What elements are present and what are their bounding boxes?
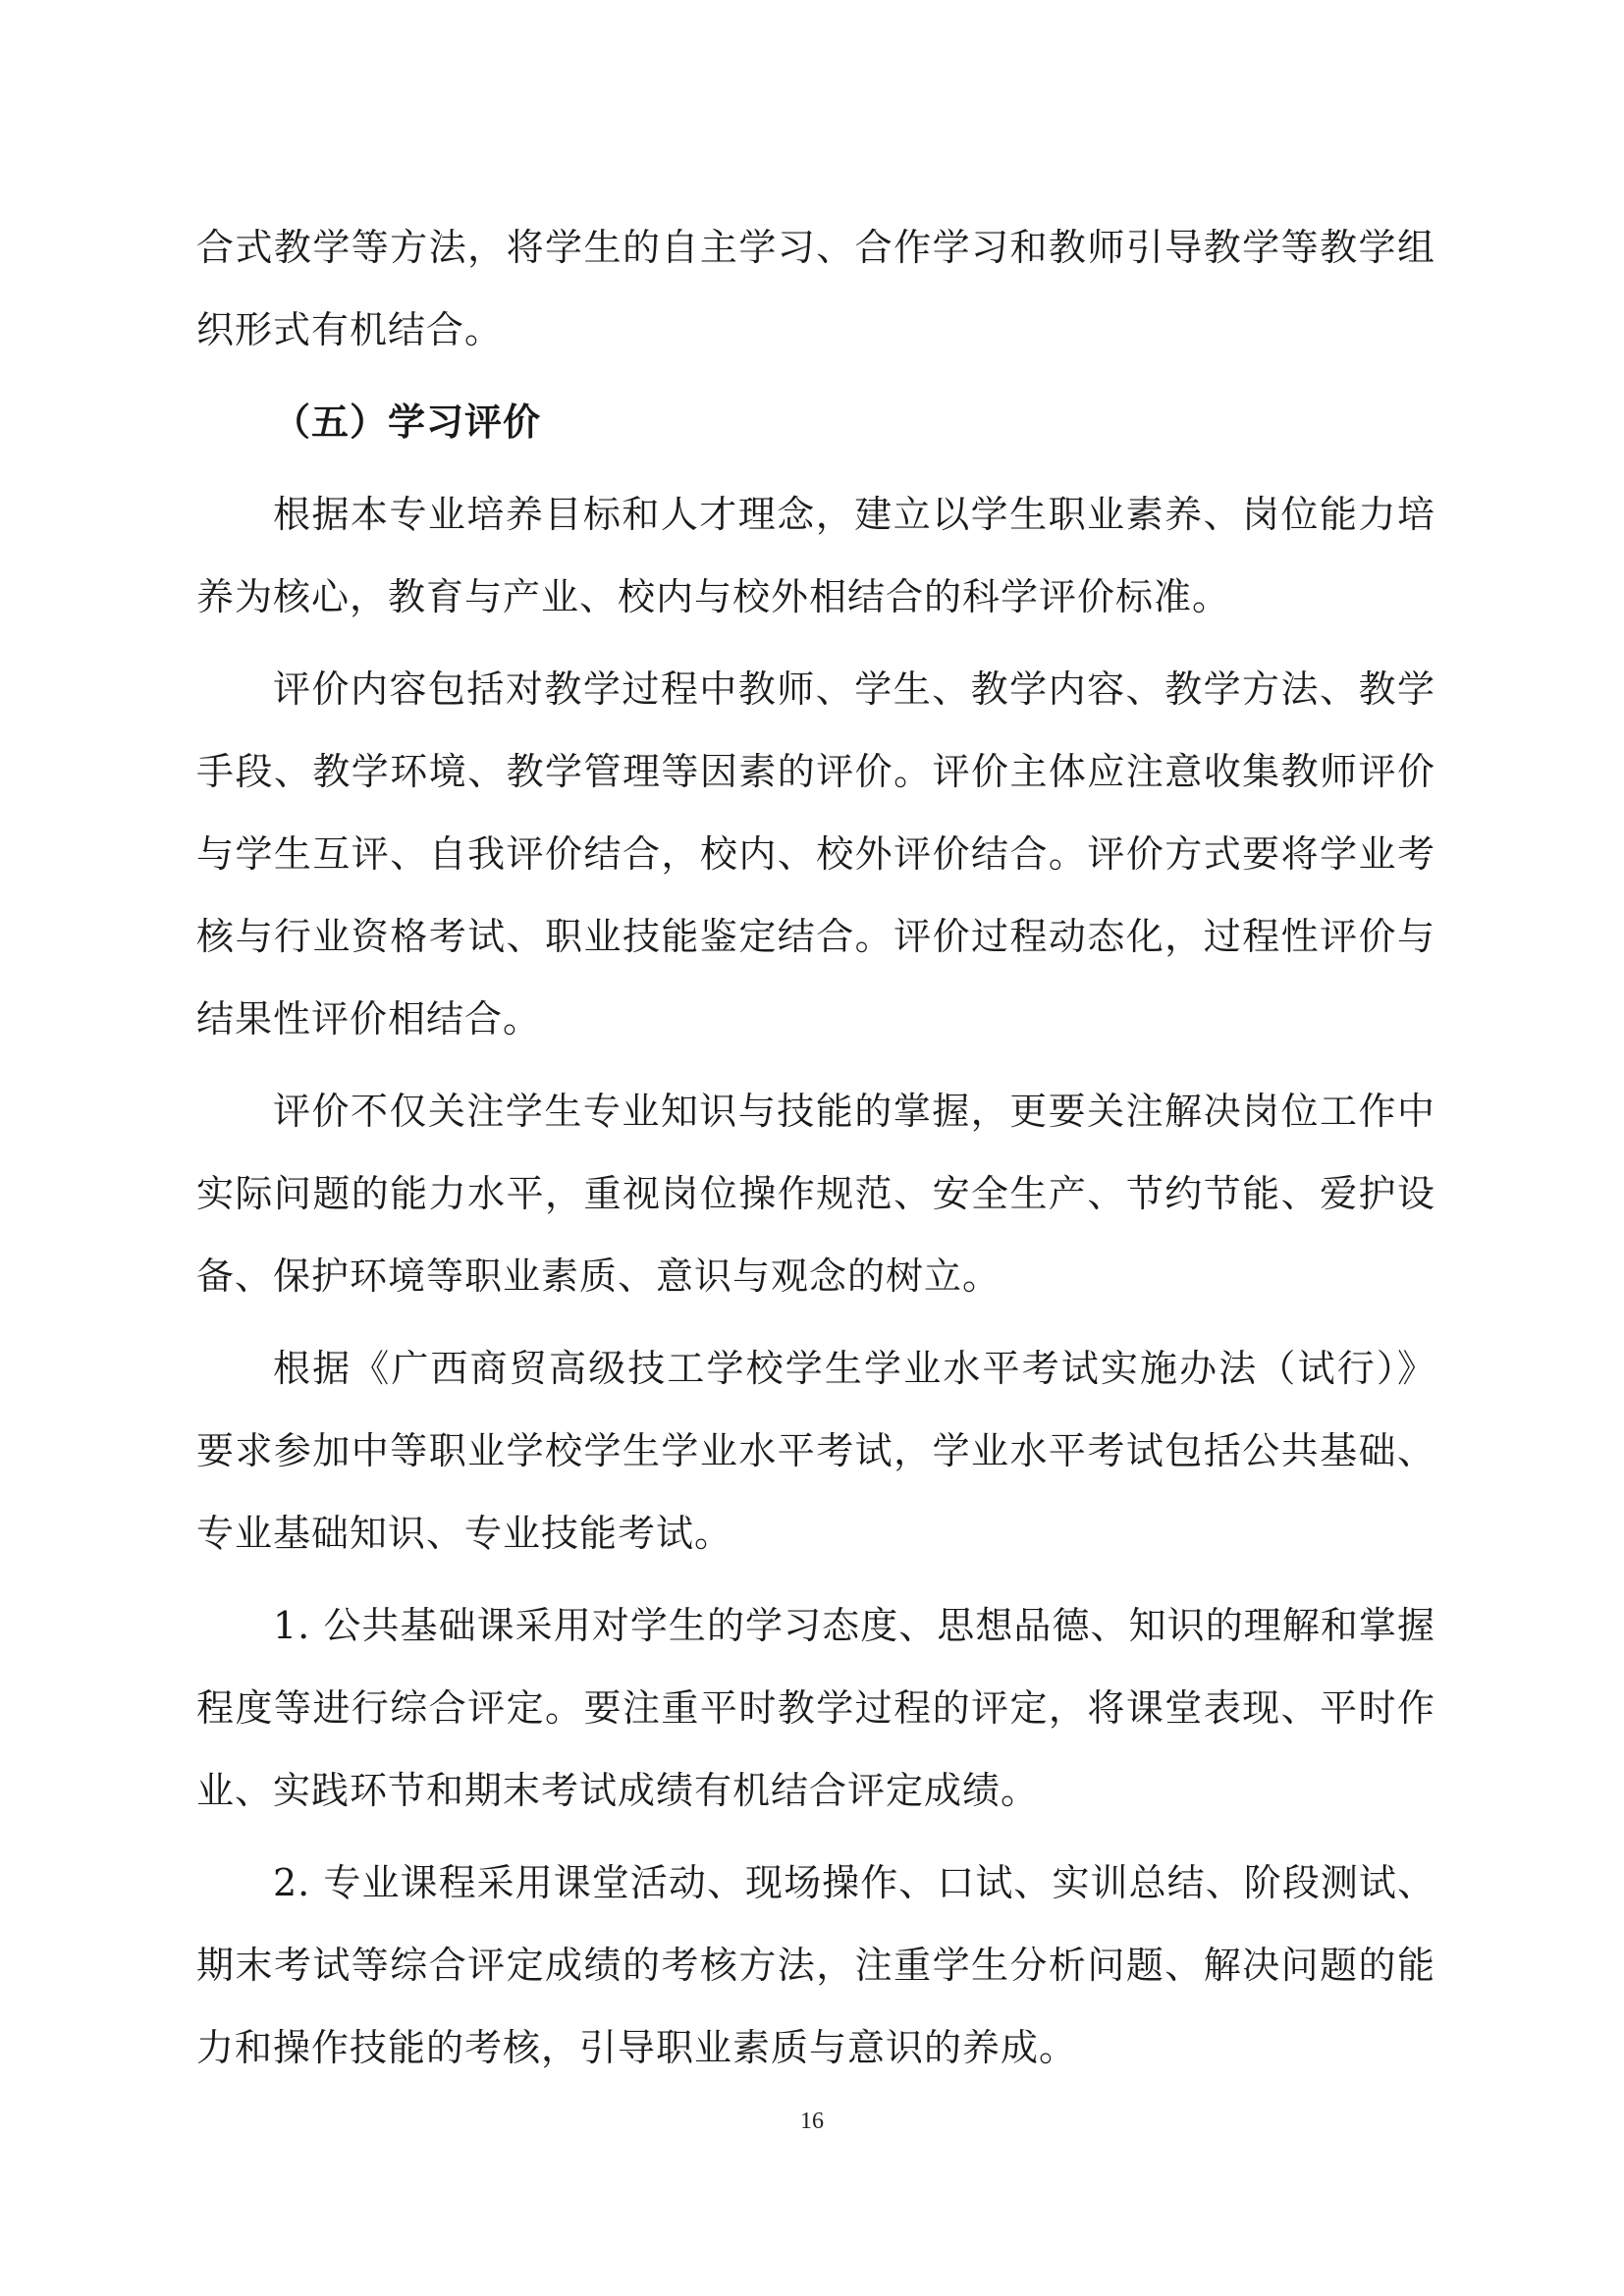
- paragraph-evaluation-content: 评价内容包括对教学过程中教师、学生、教学内容、教学方法、教学手段、教学环境、教学管理等因素的评价。评价主体应注意收集教师评价与学生互评、自我评价结合，校内、校外评价结合。评价方式要将学业考核与行业资格考试、职业技能鉴定结合。评价过程动态化，过程性评价与结果性评价相结合。: [196, 667, 1435, 1041]
- spacer: [196, 371, 1435, 381]
- spacer: [196, 1832, 1435, 1842]
- paragraph-evaluation-focus: 评价不仅关注学生专业知识与技能的掌握，更要关注解决岗位工作中实际问题的能力水平，重视岗位操作规范、安全生产、节约节能、爱护设备、保护环境等职业素质、意识与观念的树立。: [196, 1090, 1435, 1298]
- spacer: [196, 463, 1435, 473]
- spacer: [196, 1317, 1435, 1327]
- spacer: [196, 1575, 1435, 1584]
- paragraph-continuation: 合式教学等方法，将学生的自主学习、合作学习和教师引导教学等教学组织形式有机结合。: [196, 226, 1435, 351]
- document-body: [196, 206, 1435, 2089]
- spacer: [196, 638, 1435, 648]
- list-item-public-courses: 1. 公共基础课采用对学生的学习态度、思想品德、知识的理解和掌握程度等进行综合评定。要注重平时教学过程的评定，将课堂表现、平时作业、实践环节和期末考试成绩有机结合评定成绩。: [196, 1604, 1435, 1812]
- paragraph-evaluation-standard: 根据本专业培养目标和人才理念，建立以学生职业素养、岗位能力培养为核心，教育与产业、校内与校外相结合的科学评价标准。: [196, 493, 1435, 618]
- list-item-professional-courses: 2. 专业课程采用课堂活动、现场操作、口试、实训总结、阶段测试、期末考试等综合评定成绩的考核方法，注重学生分析问题、解决问题的能力和操作技能的考核，引导职业素质与意识的养成。: [196, 1861, 1435, 2069]
- page-number: 16: [800, 2109, 824, 2134]
- paragraph-academic-exam: 根据《广西商贸高级技工学校学生学业水平考试实施办法（试行）》要求参加中等职业学校学生学业水平考试，学业水平考试包括公共基础、专业基础知识、专业技能考试。: [196, 1347, 1435, 1555]
- section-heading: （五）学习评价: [273, 400, 542, 444]
- spacer: [196, 1060, 1435, 1070]
